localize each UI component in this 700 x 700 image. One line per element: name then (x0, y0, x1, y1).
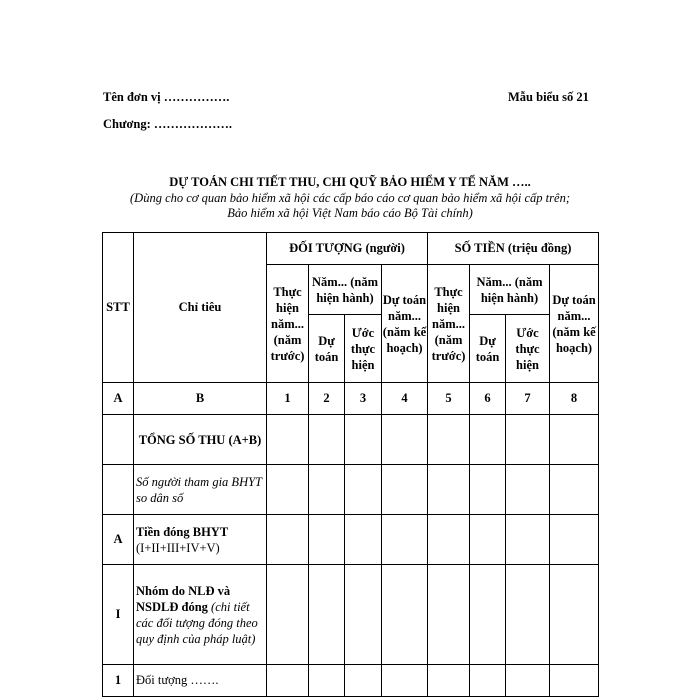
header-chitieu: Chỉ tiêu (134, 233, 267, 383)
subtitle-line-2: Bảo hiểm xã hội Việt Nam báo cáo Bộ Tài chính) (227, 206, 473, 220)
header-group-doituong: ĐỐI TƯỢNG (người) (267, 233, 428, 265)
row-a-stt: A (103, 515, 134, 565)
index-cell: 4 (382, 383, 428, 415)
cell-stt (103, 415, 134, 465)
row-i-stt: I (103, 565, 134, 665)
index-cell: 7 (506, 383, 550, 415)
cell-stt (103, 465, 134, 515)
row-i-label-cell (134, 565, 267, 665)
row-a-label: Tiền đóng BHYT (136, 524, 229, 539)
row-1-label: Đối tượng ……. (134, 665, 267, 697)
header-prev-year-doituong: Thực hiện năm... (năm trước) (267, 265, 309, 383)
subtitle-line-1: (Dùng cho cơ quan bảo hiểm xã hội các cấp báo cáo cơ quan bảo hiểm xã hội cấp trên; (130, 191, 570, 205)
header-stt: STT (103, 233, 134, 383)
chapter-label: Chương: ………………. (103, 117, 233, 131)
table-row-total (103, 415, 599, 465)
row-total-label: TỔNG SỐ THU (A+B) (134, 415, 267, 465)
table-row-1 (103, 665, 599, 697)
index-row (103, 383, 599, 415)
header-expected-doituong: Ước thực hiện (345, 315, 382, 383)
header-estimate-sotien: Dự toán (470, 315, 506, 383)
row-i-label: Nhóm do NLĐ và NSDLĐ đóng (136, 583, 231, 614)
index-cell: B (134, 383, 267, 415)
index-cell: 5 (428, 383, 470, 415)
row-a-label-cell (134, 515, 267, 565)
budget-table (102, 232, 599, 697)
header-group-sotien: SỐ TIỀN (triệu đồng) (428, 233, 599, 265)
row-a-formula: (I+II+III+IV+V) (136, 540, 220, 555)
index-cell: 1 (267, 383, 309, 415)
index-cell: 3 (345, 383, 382, 415)
document-title: DỰ TOÁN CHI TIẾT THU, CHI QUỸ BẢO HIỂM Y TẾ NĂM ….. (169, 175, 531, 189)
header-prev-year-sotien: Thực hiện năm... (năm trước) (428, 265, 470, 383)
header-current-year-doituong: Năm... (năm hiện hành) (309, 265, 382, 315)
index-cell: A (103, 383, 134, 415)
header-expected-sotien: Ước thực hiện (506, 315, 550, 383)
header-estimate-doituong: Dự toán (309, 315, 345, 383)
index-cell: 8 (550, 383, 599, 415)
index-cell: 2 (309, 383, 345, 415)
header-current-year-sotien: Năm... (năm hiện hành) (470, 265, 550, 315)
table-row-i (103, 565, 599, 665)
index-cell: 6 (470, 383, 506, 415)
table-row-a (103, 515, 599, 565)
header-plan-year-sotien: Dự toán năm... (năm kế hoạch) (550, 265, 599, 383)
unit-name: Tên đơn vị ……………. (103, 90, 230, 104)
header-plan-year-doituong: Dự toán năm... (năm kế hoạch) (382, 265, 428, 383)
row-1-stt: 1 (103, 665, 134, 697)
row-participants-label: Số người tham gia BHYT so dân số (134, 465, 267, 515)
table-row-participants (103, 465, 599, 515)
form-number: Mẫu biểu số 21 (508, 90, 589, 104)
document-subtitle (0, 191, 700, 221)
row-i-note: (chi tiết các đối tượng đóng theo quy định của pháp luật) (136, 599, 258, 646)
